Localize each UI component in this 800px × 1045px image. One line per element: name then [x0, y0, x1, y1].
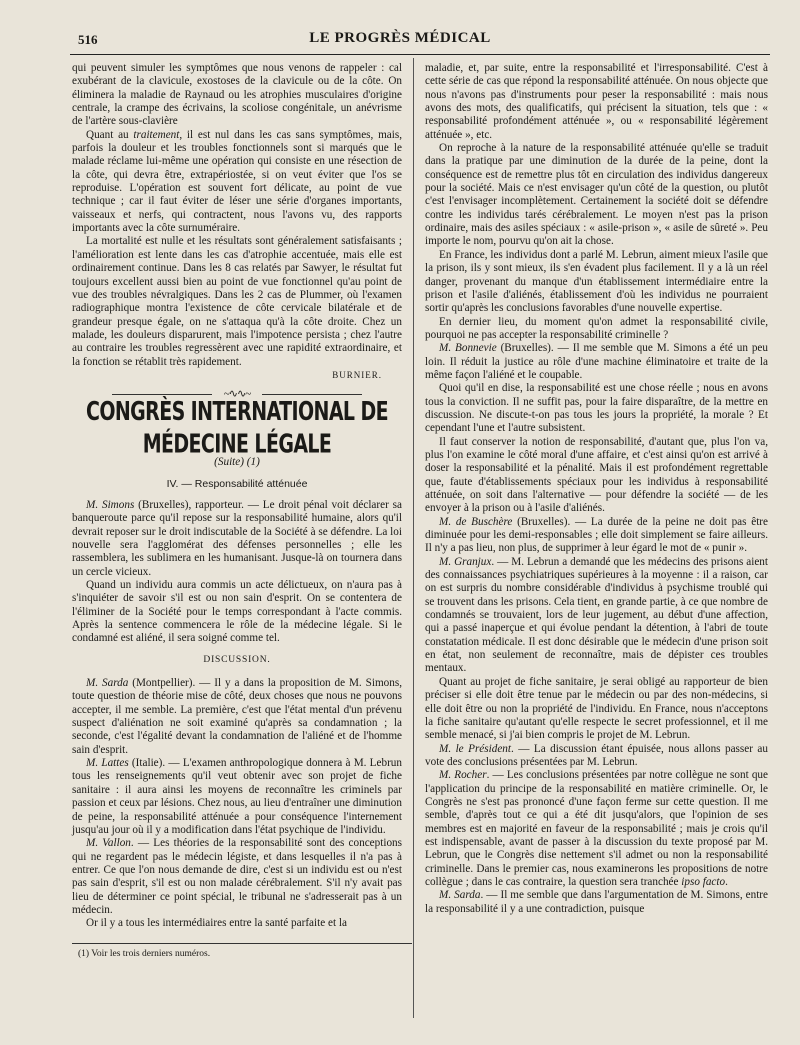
paragraph: M. de Buschère (Bruxelles). — La durée de la peine ne doit pas être diminuée pour les demi-responsables ; elle doit simplement se faire ailleurs. Il n'y a pas lieu, non plus, de supprimer à leur égard le mot de « punir ». [425, 515, 768, 555]
paragraph: M. Granjux. — M. Lebrun a demandé que les médecins des prisons aient des connaissances psychiatriques supérieures à la moyenne : il a raison, car on est surpris du nombre considérable d'individus à psychisme troublé qui se trouvent dans les prisons. Cela tient, en grande partie, à ce que nombre de condamnés se trouvaient, lors de leur jugement, au début d'une affection, qui a passé inaperçue et qui évolue pendant la détention, à l'abri de toute constatation médicale. Il est donc désirable que le médecin d'une prison soit en état, non seulement de reconnaître, mais de dépister ces troubles mentaux. [425, 555, 769, 675]
paragraph: La mortalité est nulle et les résultats sont généralement satisfaisants ; l'amélioration est lente dans les cas d'atrophie accentuée, mais elle est ordinairement continue. Dans les 8 cas relatés par Sawyer, le résultat fut toujours excellent aussi bien au point de vue fonctionnel qu'au point de vue des troubles névralgiques. Dans les 2 cas de Plummer, où l'examen radiographique montra l'existence de côte cervicale bilatérale et de grandeur presque égale, on ne s'attaqua qu'à la côte droite. Chez un malade, les douleurs disparurent, mais l'impotence persista ; chez l'autre au contraire les troubles regressèrent avec une rapidité extraordinaire, et la fonction se rétablit très rapidement. [72, 235, 402, 368]
column-divider [413, 58, 414, 1018]
section-subtitle: (Suite) (1) [214, 456, 260, 469]
paragraph: Quant au projet de fiche sanitaire, je serai obligé au rapporteur de bien préciser si elle doit être tenue par le médecin ou par des non-médecins, si elle doit être ou non la propriété de l'individu. En France, nous n'acceptons la fiche sanitaire qu'autant qu'elle respecte le secret professionnel, et il me semble menacé, si j'ai bien compris le projet de M. Lebrun. [425, 675, 768, 742]
paragraph: On reproche à la nature de la responsabilité atténuée qu'elle se traduit dans la pratique par une diminution de la durée de la peine, dont la conséquence est de remettre plus tôt en circulation des individus dangereux pour la société. Mais ce n'est envisager qu'un côté de la question, ou plutôt c'est l'envisager incomplètement. Certainement la société doit se défendre contre les individus tarés cérébralement. Le moyen n'est pas la prison ordinaire, mais des asiles spéciaux : « asile-prison », « asile de sûreté ». Peu importe le nom, pourvu qu'on ait la chose. [425, 142, 768, 248]
page-header [60, 30, 770, 50]
journal-title: LE PROGRÈS MÉDICAL [309, 30, 491, 46]
paragraph: En dernier lieu, du moment qu'on admet la responsabilité civile, pourquoi ne pas accepter la responsabilité criminelle ? [425, 315, 768, 341]
right-column [425, 62, 768, 916]
section-title: CONGRÈS INTERNATIONAL DE MÉDECINE LÉGALE [85, 397, 389, 460]
paragraph: M. Lattes (Italie). — L'examen anthropologique donnera à M. Lebrun tous les renseignements qu'il veut obtenir avec son projet de fiche sanitaire : il aura ainsi les moyens de reconnaître les criminels par passion et ceux par lésions. Chez nous, au lieu d'entraîner une diminution de peine, la responsabilité atténuée a pour conséquence l'internement jusqu'au jour où il y a modification dans l'état psychique de l'individu. [72, 757, 402, 836]
header-rule [70, 54, 770, 55]
footnote: (1) Voir les trois derniers numéros. [78, 948, 211, 959]
paragraph: Quand un individu aura commis un acte délictueux, on n'aura pas à s'inquiéter de savoir s'il est ou non sain d'esprit. On se contentera de l'éliminer de la Société pour le temps correspondant à l'acte commis. Après la sentence commencera le rôle de la médecine légale. Si le condamné est aliéné, il sera soigné comme tel. [72, 579, 402, 645]
paragraph: Il faut conserver la notion de responsabilité, d'autant que, plus l'on va, plus l'on examine le côté moral d'une affaire, et c'est ainsi qu'on est arrivé à doser la responsabilité et la pénalité. Mais il est profondément regrettable que, faute d'établissements spéciaux pour les individus à responsabilité atténuée, on soit dans l'alternative — pour défendre la société — de les envoyer à la prison ou à l'asile d'aliénés. [425, 435, 768, 515]
paragraph: M. Rocher. — Les conclusions présentées par notre collègue ne sont que l'application du principe de la responsabilité en matière criminelle. Or, le Congrès ne s'est pas prononcé d'une façon ferme sur cette question. Il me semble, d'après tout ce qui a été dit jusqu'alors, que l'opinion de ses membres est en majorité en faveur de la responsabilité ; mais je crois qu'il est indispensable, avant de passer à la discussion du texte proposé par M. Lebrun, que le Congrès dise nettement s'il admet ou non la responsabilité criminelle. Dans le premier cas, nous examinerons les propositions de notre collègue ; dans le cas contraire, la question sera tranchée ipso facto. [425, 769, 768, 888]
left-column [72, 62, 402, 961]
paragraph: M. Sarda (Montpellier). — Il y a dans la proposition de M. Simons, toute question de théorie mise de côté, deux choses que nous ne pouvons accepter, il me semble. La première, c'est que l'état mental d'un prévenu suspect d'aliénation ne soit examiné qu'après sa condamnation ; la seconde, c'est l'égalité devant la condamnation de l'aliéné et de l'homme sain d'esprit. [72, 677, 402, 756]
discussion-heading: DISCUSSION. [203, 654, 271, 665]
page-number: 516 [78, 32, 98, 47]
ornament-divider: ~∿∿~ [72, 388, 402, 400]
footnote-rule [72, 943, 412, 944]
paragraph: M. le Président. — La discussion étant épuisée, nous allons passer au vote des conclusions présentées par M. Lebrun. [425, 742, 768, 768]
paragraph: M. Simons (Bruxelles), rapporteur. — Le droit pénal voit déclarer sa banqueroute parce qu'il repose sur la responsabilité humaine, alors qu'il devrait reposer sur le droit indiscutable de la Société à se défendre. La loi nouvelle sera l'agglomérat des défenses personnelles ; elle les rassemblera, les sublimera en les humanisant. Jusque-là on tournera dans un cercle vicieux. [72, 498, 402, 578]
paragraph: Quoi qu'il en dise, la responsabilité est une chose réelle ; nous en avons tous la conviction. Il ne suffit pas, pour la faire disparaître, de la mettre en discussion. Ne discute-t-on pas tous les jours la propriété, la morale ? Et cependant l'une et l'autre subsistent. [425, 382, 768, 435]
paragraph: M. Vallon. — Les théories de la responsabilité sont des conceptions qui ne regardent pas le médecin légiste, et dans lesquelles il n'a pas à entrer. Ce que l'on nous demande de dire, c'est si un individu est ou n'est pas sain d'esprit, s'il est ou non malade cérébralement. S'il n'y avait pas lieu de déterminer ce point spécial, le tribunal ne s'adresserait pas à un médecin. [72, 837, 402, 916]
paragraph: Or il y a tous les intermédiaires entre la santé parfaite et la [86, 917, 347, 930]
paragraph: qui peuvent simuler les symptômes que nous venons de rappeler : cal exubérant de la clavicule, exostoses de la clavicule ou de la côte. On éliminera la maladie de Raynaud ou les atrophies musculaires d'origine centrale, la crampe des écrivains, la scoliose congénitale, un anévrisme de l'artère sous-clavière [72, 62, 402, 128]
author-signature: BURNIER. [332, 369, 382, 380]
paragraph: M. Sarda. — Il me semble que dans l'argumentation de M. Simons, entre la responsabilité il y a une contradiction, puisque [425, 889, 769, 915]
paragraph: M. Bonnevie (Bruxelles). — Il me semble que M. Simons a été un peu loin. Il réduit la justice au rôle d'une machine éliminatoire et traite de la même façon l'aliéné et le coupable. [425, 342, 768, 381]
subsection-heading: IV. — Responsabilité atténuée [166, 477, 308, 490]
paragraph: En France, les individus dont a parlé M. Lebrun, aiment mieux l'asile que la prison, ils y sont mieux, ils s'en évadent plus facilement. Il y a là un réel danger, provenant du manque d'un établissement intermédiaire entre la prison et l'asile d'aliénés, établissement d'où les individus ne pourraient sortir qu'après les conclusions favorables d'une nouvelle expertise. [425, 248, 768, 315]
paragraph: maladie, et, par suite, entre la responsabilité et l'irresponsabilité. C'est à cette série de cas que répond la responsabilité atténuée. On nous objecte que nous n'avons pas d'instruments pour peser la responsabilité : mais nous avons des mots, des qualificatifs, qui précisent la situation, tels que : « responsabilité profondément atténuée », ou « responsabilité légèrement atténuée », etc. [425, 62, 768, 141]
paragraph: Quant au traitement, il est nul dans les cas sans symptômes, mais, parfois la douleur et les troubles fonctionnels sont si marqués que le malade réclame lui-même une opération qui consiste en une résection de la côte, qui devra être, extrapériostée, si on veut éviter que l'os se reproduise. L'opération est souvent fort délicate, au point de vue technique ; car il faut éviter de léser une série d'organes importants, vaisseaux et nerfs, qui contractent, nous l'avons vu, des rapports importants avec la côte surnuméraire. [72, 128, 402, 235]
